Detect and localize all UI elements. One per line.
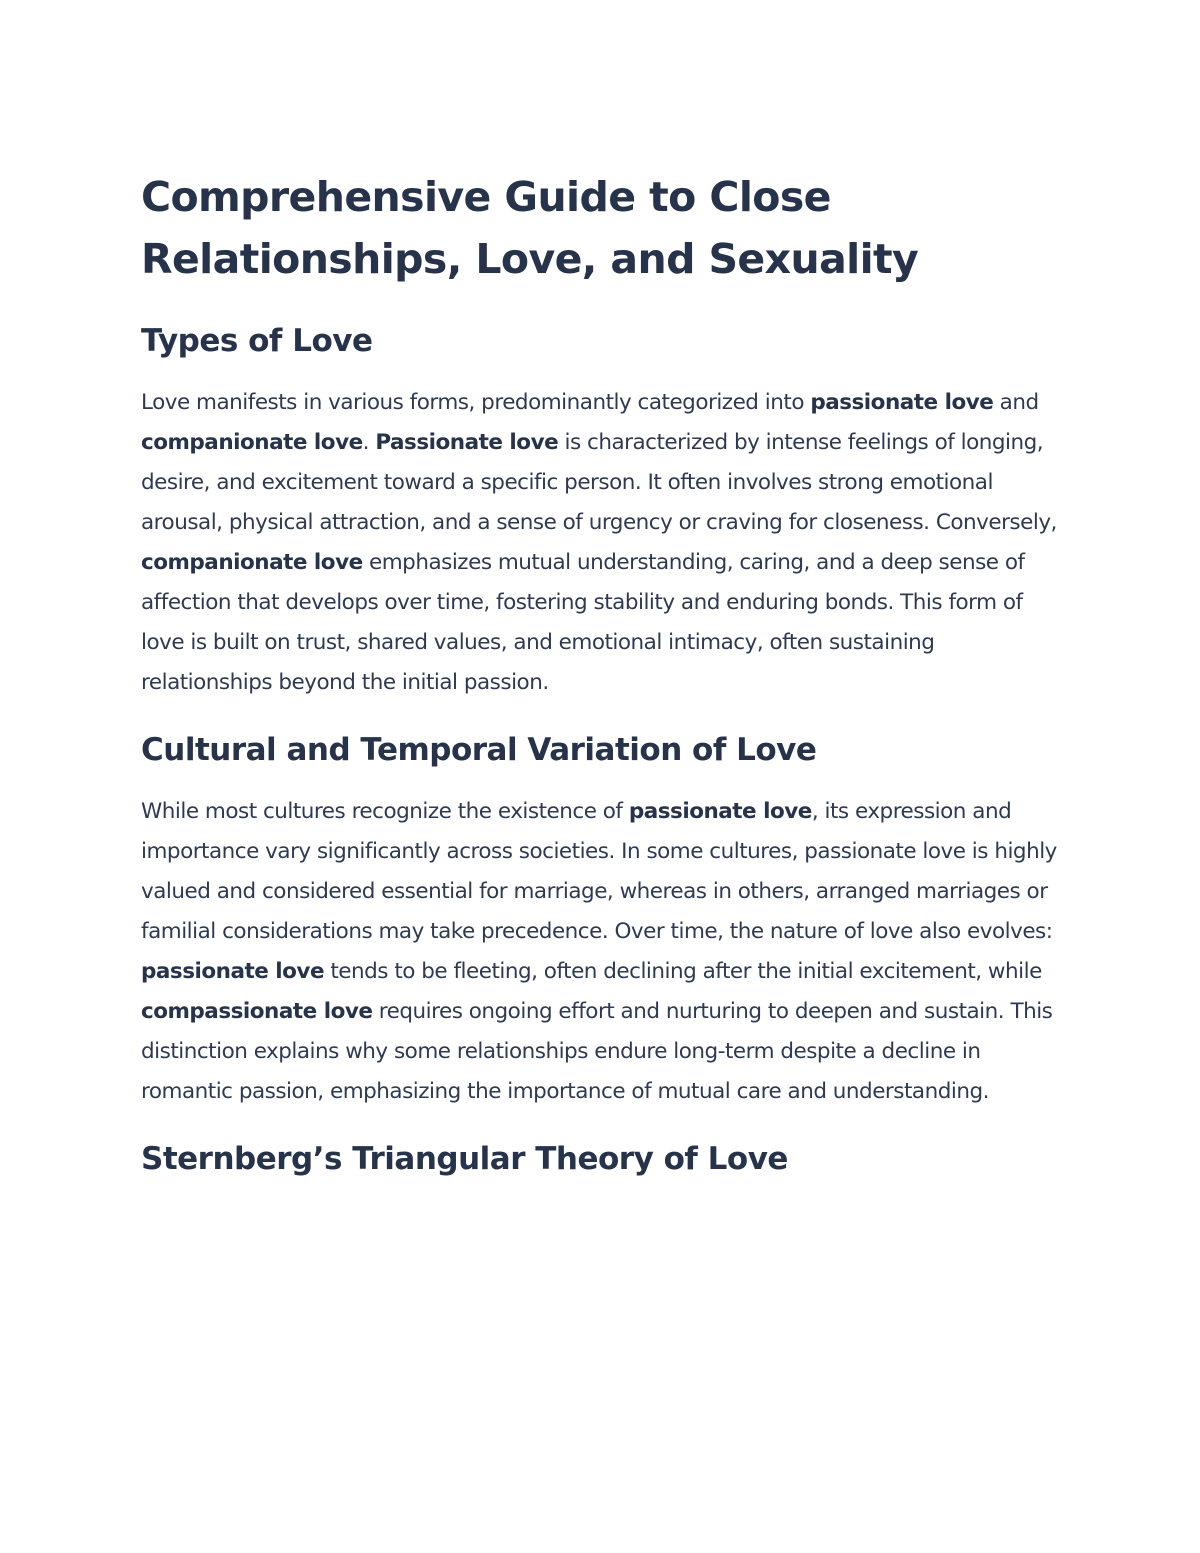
text-run: . — [362, 430, 376, 455]
document-title: Comprehensive Guide to Close Relationships, Love, and Sexuality — [141, 173, 919, 283]
text-run: requires ongoing effort and nurturing to deepen and sustain. This distinction explains why some relationships endure long-term despite a decline in romantic passion, emphasizing the importance of mutual care and understanding. — [141, 999, 1053, 1104]
section-heading-types-of-love: Types of Love — [141, 323, 373, 359]
text-run: is characterized by intense feelings of longing, desire, and excitement toward a specific person. It often involves strong emotional arousal, physical attraction, and a sense of urgency or craving for closeness. Conversely, — [141, 430, 1057, 535]
text-run: and — [993, 390, 1039, 415]
section-heading-cultural-variation: Cultural and Temporal Variation of Love — [141, 732, 817, 768]
bold-term: companionate love — [141, 550, 363, 575]
bold-term: passionate love — [810, 390, 994, 415]
section-heading-sternberg-theory: Sternberg’s Triangular Theory of Love — [141, 1141, 788, 1177]
text-run: tends to be fleeting, often declining after the initial excitement, while — [324, 959, 1042, 984]
section-paragraph-cultural-variation — [141, 792, 1071, 1112]
section-paragraph-types-of-love — [141, 383, 1071, 703]
bold-term: Passionate love — [375, 430, 559, 455]
bold-term: passionate love — [628, 799, 812, 824]
text-run: While most cultures recognize the existence of — [141, 799, 629, 824]
bold-term: compassionate love — [141, 999, 373, 1024]
text-run: , its expression and importance vary significantly across societies. In some cultures, passionate love is highly valued and considered essential for marriage, whereas in others, arranged marriages or familial considerations may take precedence. Over time, the nature of love also evolves: — [141, 799, 1057, 944]
text-run: emphasizes mutual understanding, caring, and a deep sense of affection that develops over time, fostering stability and enduring bonds. This form of love is built on trust, shared values, and emotional intimacy, often sustaining relationships beyond the initial passion. — [141, 550, 1025, 695]
document-page — [141, 166, 1071, 1179]
bold-term: passionate love — [141, 959, 325, 984]
text-run: Love manifests in various forms, predominantly categorized into — [141, 390, 811, 415]
bold-term: companionate love — [141, 430, 363, 455]
